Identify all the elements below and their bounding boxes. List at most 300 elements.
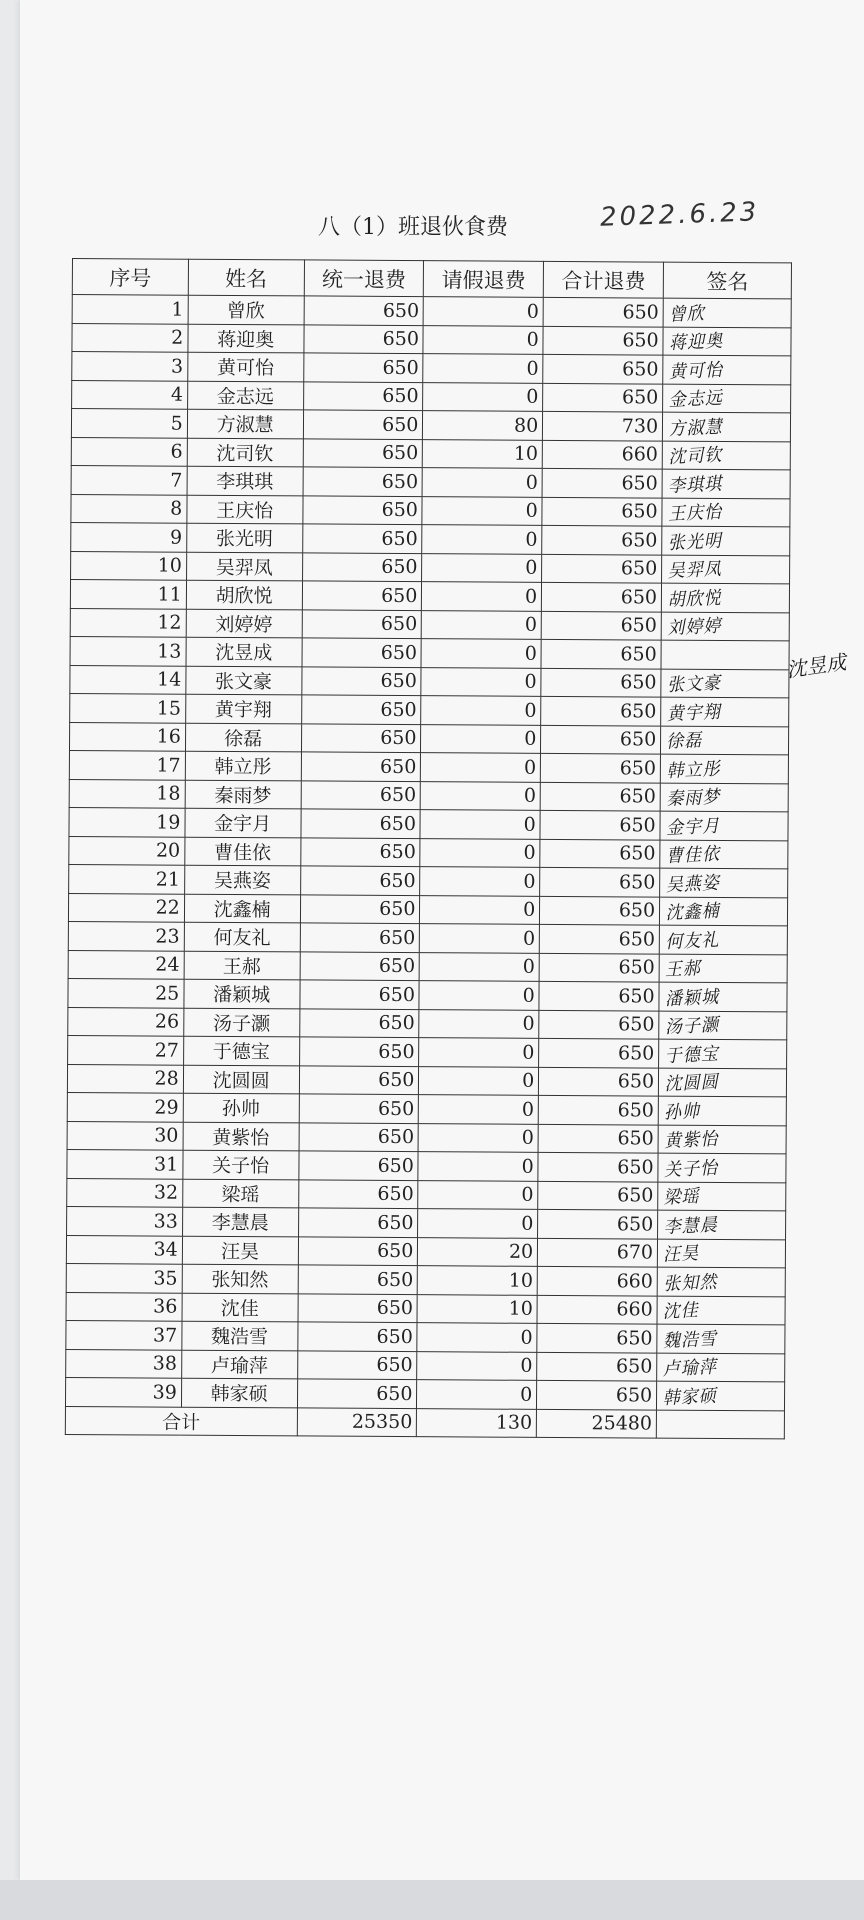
row-signature-cell [660,868,788,897]
table-row [71,494,790,527]
row-name: 于德宝 [183,1036,299,1065]
row-number: 37 [66,1320,182,1349]
handwritten-signature: 张文豪 [666,672,722,697]
row-leave: 0 [417,1323,537,1352]
handwritten-signature: 汪昊 [662,1243,700,1266]
row-uniform: 650 [299,980,419,1009]
row-name: 方淑慧 [187,409,303,438]
row-number: 31 [67,1149,183,1178]
row-name: 吴燕姿 [184,865,300,894]
row-uniform: 650 [300,923,420,952]
row-number: 3 [72,352,188,381]
row-number: 8 [71,494,187,523]
table-row [71,437,790,470]
row-name: 孙帅 [183,1093,299,1122]
row-name: 韩立彤 [185,751,301,780]
handwritten-signature: 沈圆圆 [664,1071,720,1096]
table-row [72,323,791,356]
row-leave: 0 [419,1066,539,1095]
row-leave: 0 [419,1095,539,1124]
row-uniform: 650 [303,410,423,439]
row-leave: 0 [420,867,540,896]
row-number: 27 [68,1035,184,1064]
handwritten-signature: 蒋迎奥 [668,330,724,355]
table-row [65,1377,784,1410]
row-uniform: 650 [299,1008,419,1037]
handwritten-signature: 魏浩雪 [662,1328,718,1352]
row-uniform: 650 [303,353,423,382]
row-uniform: 650 [298,1208,418,1237]
row-signature-cell [662,441,790,470]
row-name: 沈昱成 [186,637,302,666]
row-number: 20 [69,836,185,865]
table-row [68,978,787,1011]
table-header-row [72,259,791,299]
row-total: 650 [540,867,660,896]
row-total: 650 [539,981,659,1010]
row-signature-cell [662,526,790,555]
row-signature-cell [658,1182,786,1211]
row-uniform: 650 [302,609,422,638]
row-total: 650 [540,924,660,953]
row-number: 15 [70,693,186,722]
row-number: 30 [67,1121,183,1150]
row-leave: 80 [423,411,543,440]
row-number: 25 [68,978,184,1007]
row-uniform: 650 [298,1236,418,1265]
row-name: 张光明 [186,523,302,552]
row-name: 沈鑫楠 [184,894,300,923]
row-uniform: 650 [303,381,423,410]
row-uniform: 650 [297,1379,417,1408]
row-name: 沈佳 [182,1293,298,1322]
row-number: 13 [70,636,186,665]
table-row [68,950,787,983]
totals-signature-cell [656,1410,784,1439]
table-row [71,465,790,498]
row-uniform: 650 [299,1037,419,1066]
row-signature-cell [657,1296,785,1325]
row-leave: 20 [418,1237,538,1266]
table-row [69,836,788,869]
refund-table [65,258,792,1439]
row-uniform: 650 [304,296,424,325]
row-uniform: 650 [298,1265,418,1294]
handwritten-signature: 黄紫怡 [663,1128,719,1153]
row-total: 650 [542,525,662,554]
row-signature-cell [661,726,789,755]
handwritten-signature: 曹佳依 [665,843,721,868]
table-row [67,1121,786,1154]
totals-row [65,1406,784,1439]
row-uniform: 650 [300,951,420,980]
table-row [71,551,790,584]
table-row [70,665,789,698]
background-surface [0,1880,864,1920]
table-row [70,636,789,669]
row-total: 650 [540,839,660,868]
table-row [67,1064,786,1097]
row-leave: 0 [420,924,540,953]
row-name: 徐磊 [185,723,301,752]
table-row [68,1035,787,1068]
row-total: 650 [538,1209,658,1238]
table-row [67,1149,786,1182]
row-uniform: 650 [303,467,423,496]
row-name: 曹佳依 [185,837,301,866]
row-uniform: 650 [298,1179,418,1208]
handwritten-signature: 何友礼 [665,929,721,953]
table-row [72,295,791,328]
row-uniform: 650 [299,1065,419,1094]
handwritten-signature: 韩家硕 [662,1385,718,1409]
row-leave: 0 [420,895,540,924]
totals-label: 合计 [65,1406,297,1436]
row-name: 胡欣悦 [186,580,302,609]
row-number: 35 [66,1263,182,1292]
handwritten-signature: 王庆怡 [667,501,723,526]
row-number: 18 [69,779,185,808]
row-total: 650 [538,1124,658,1153]
table-row [66,1292,785,1325]
row-leave: 0 [424,297,544,326]
row-leave: 0 [422,525,542,554]
row-uniform: 650 [302,524,422,553]
row-leave: 0 [421,667,541,696]
row-number: 38 [66,1349,182,1378]
row-signature-cell [660,783,788,812]
row-number: 26 [68,1007,184,1036]
row-total: 650 [543,354,663,383]
header-number: 序号 [72,259,188,296]
row-number: 19 [69,807,185,836]
handwritten-signature: 刘婷婷 [666,615,722,640]
row-signature-cell [658,1096,786,1125]
row-signature-cell [659,925,787,954]
row-leave: 0 [419,1038,539,1067]
row-total: 650 [541,725,661,754]
row-total: 670 [538,1238,658,1267]
row-total: 650 [539,953,659,982]
row-number: 21 [69,864,185,893]
row-uniform: 650 [302,638,422,667]
row-name: 黄可怡 [188,352,304,381]
handwritten-signature: 黄宇翔 [666,701,722,725]
handwritten-signature: 孙帅 [663,1100,701,1124]
row-uniform: 650 [301,695,421,724]
row-signature-cell [658,1125,786,1154]
row-signature-cell [657,1381,785,1410]
handwritten-date: 2022.6.23 [599,197,760,233]
row-signature-cell [659,1039,787,1068]
row-name: 李琪琪 [187,466,303,495]
row-signature-cell [659,982,787,1011]
handwritten-signature: 梁瑶 [662,1186,700,1209]
header-name: 姓名 [188,259,304,296]
row-name: 关子怡 [183,1150,299,1179]
row-leave: 0 [420,810,540,839]
row-leave: 0 [421,781,541,810]
row-name: 汤子灏 [184,1008,300,1037]
row-number: 10 [71,551,187,580]
handwritten-signature: 曾欣 [668,302,706,326]
row-uniform: 650 [300,837,420,866]
table-row [68,1007,787,1040]
row-number: 9 [71,522,187,551]
handwritten-signature: 李琪琪 [667,473,723,497]
table-row [70,608,789,641]
row-number: 11 [70,579,186,608]
row-signature-cell [661,697,789,726]
document-title: 八（1）班退伙食费 [318,215,508,240]
row-number: 6 [71,437,187,466]
table-row [67,1178,786,1211]
row-uniform: 650 [301,666,421,695]
row-name: 曾欣 [188,295,304,324]
row-name: 蒋迎奥 [188,324,304,353]
row-leave: 0 [422,553,542,582]
row-uniform: 650 [297,1322,417,1351]
row-name: 张知然 [182,1264,298,1293]
row-leave: 0 [421,696,541,725]
row-number: 34 [66,1235,182,1264]
table-row [67,1092,786,1125]
row-signature-cell [663,412,791,441]
row-leave: 0 [419,981,539,1010]
row-leave: 0 [422,582,542,611]
row-signature-cell [663,298,791,327]
row-total: 650 [539,1038,659,1067]
row-leave: 10 [417,1294,537,1323]
handwritten-signature: 潘颖城 [664,986,720,1010]
table-row [66,1263,785,1296]
table-row [69,807,788,840]
row-name: 沈圆圆 [183,1065,299,1094]
row-leave: 0 [423,354,543,383]
row-number: 17 [69,750,185,779]
row-signature-cell [657,1267,785,1296]
row-signature-cell [662,498,790,527]
row-signature-cell [660,754,788,783]
row-uniform: 650 [298,1151,418,1180]
handwritten-signature: 秦雨梦 [665,786,721,811]
row-total: 650 [538,1181,658,1210]
row-uniform: 650 [302,581,422,610]
row-signature-cell [660,840,788,869]
row-number: 14 [70,665,186,694]
row-leave: 0 [421,753,541,782]
table-row [69,750,788,783]
row-signature-cell [663,355,791,384]
totals-uniform: 25350 [297,1407,417,1436]
handwritten-signature: 张光明 [667,530,723,554]
row-name: 吴羿凤 [186,552,302,581]
row-name: 魏浩雪 [182,1321,298,1350]
handwritten-signature: 徐磊 [665,730,703,753]
row-uniform: 650 [302,495,422,524]
row-signature-cell [661,612,789,641]
handwritten-signature: 金志远 [668,387,724,412]
row-total: 650 [542,582,662,611]
row-number: 1 [72,295,188,324]
handwritten-signature: 卢瑜萍 [662,1356,718,1381]
row-leave: 0 [423,325,543,354]
handwritten-signature: 张知然 [662,1271,718,1295]
row-uniform: 650 [297,1350,417,1379]
handwritten-signature: 沈司钦 [667,444,724,469]
row-uniform: 650 [301,723,421,752]
row-name: 秦雨梦 [185,780,301,809]
row-signature-cell [659,1011,787,1040]
table-row [68,921,787,954]
row-number: 2 [72,323,188,352]
row-signature-cell [657,1324,785,1353]
table-row [66,1349,785,1382]
row-leave: 0 [418,1123,538,1152]
row-total: 650 [540,810,660,839]
row-total: 650 [537,1352,657,1381]
row-number: 16 [69,722,185,751]
row-number: 24 [68,950,184,979]
row-total: 650 [542,468,662,497]
row-signature-cell [663,384,791,413]
header-leave: 请假退费 [424,261,544,298]
row-number: 23 [68,921,184,950]
table-row [70,693,789,726]
row-total: 650 [538,1095,658,1124]
row-uniform: 650 [298,1293,418,1322]
row-leave: 0 [422,468,542,497]
row-leave: 10 [418,1266,538,1295]
row-leave: 0 [418,1180,538,1209]
row-number: 12 [70,608,186,637]
row-name: 金志远 [187,381,303,410]
handwritten-signature: 关子怡 [663,1157,719,1181]
row-total: 650 [543,326,663,355]
totals-total: 25480 [537,1409,657,1438]
row-total: 650 [538,1152,658,1181]
row-uniform: 650 [300,866,420,895]
handwritten-signature: 吴燕姿 [665,872,721,896]
row-number: 29 [67,1092,183,1121]
row-total: 650 [541,611,661,640]
totals-leave: 130 [417,1408,537,1437]
handwritten-signature: 金宇月 [665,815,721,839]
row-leave: 0 [420,838,540,867]
row-signature-cell [659,954,787,983]
row-leave: 0 [422,496,542,525]
row-signature-cell [658,1210,786,1239]
row-number: 28 [67,1064,183,1093]
row-number: 33 [67,1206,183,1235]
row-name: 潘颖城 [184,979,300,1008]
row-signature-cell [659,1068,787,1097]
row-signature-cell [657,1353,785,1382]
row-total: 650 [541,639,661,668]
row-number: 32 [67,1178,183,1207]
row-signature-cell [661,583,789,612]
margin-signature: 沈昱成 [784,649,848,683]
row-signature-cell [661,669,789,698]
row-total: 650 [541,668,661,697]
row-total: 650 [543,383,663,412]
handwritten-signature: 吴羿凤 [667,558,723,583]
row-leave: 0 [417,1380,537,1409]
row-uniform: 650 [301,809,421,838]
handwritten-signature: 沈鑫楠 [665,900,721,925]
row-leave: 10 [423,439,543,468]
row-leave: 0 [422,610,542,639]
handwritten-signature: 胡欣悦 [667,587,723,611]
handwritten-signature: 李慧晨 [663,1214,719,1238]
handwritten-signature: 方淑慧 [668,416,724,440]
row-uniform: 650 [300,894,420,923]
table-row [68,893,787,926]
table-row [70,579,789,612]
row-leave: 0 [423,382,543,411]
row-total: 650 [541,696,661,725]
row-total: 650 [543,297,663,326]
row-leave: 0 [421,724,541,753]
row-signature-cell [657,1239,785,1268]
handwritten-signature: 汤子灏 [664,1014,720,1039]
row-signature-cell [658,1153,786,1182]
row-signature-cell [662,555,790,584]
row-name: 黄宇翔 [185,694,301,723]
header-total: 合计退费 [544,261,664,298]
row-total: 650 [540,896,660,925]
row-name: 王郝 [184,951,300,980]
row-total: 650 [542,554,662,583]
row-number: 39 [65,1377,181,1406]
header-signature: 签名 [663,262,791,299]
row-name: 金宇月 [185,808,301,837]
row-leave: 0 [417,1351,537,1380]
row-uniform: 650 [299,1094,419,1123]
row-name: 张文豪 [186,666,302,695]
table-row [71,409,790,442]
row-signature-cell [660,811,788,840]
table-row [69,779,788,812]
row-name: 韩家硕 [181,1378,297,1407]
row-name: 沈司钦 [187,438,303,467]
row-leave: 0 [421,639,541,668]
row-signature-cell [661,640,789,669]
row-leave: 0 [418,1152,538,1181]
row-signature-cell [663,327,791,356]
table-row [66,1235,785,1268]
row-name: 梁瑶 [182,1179,298,1208]
row-total: 660 [537,1295,657,1324]
row-signature-cell [660,897,788,926]
table-row [69,864,788,897]
row-number: 5 [71,409,187,438]
row-total: 650 [540,782,660,811]
row-total: 650 [541,753,661,782]
row-number: 7 [71,465,187,494]
row-total: 660 [537,1266,657,1295]
header-uniform: 统一退费 [304,260,424,297]
row-number: 22 [68,893,184,922]
row-name: 汪昊 [182,1236,298,1265]
table-row [72,352,791,385]
row-leave: 0 [420,952,540,981]
row-leave: 0 [419,1009,539,1038]
handwritten-signature: 韩立彤 [666,758,722,782]
row-name: 卢瑜萍 [181,1350,297,1379]
row-total: 730 [543,411,663,440]
row-name: 李慧晨 [182,1207,298,1236]
